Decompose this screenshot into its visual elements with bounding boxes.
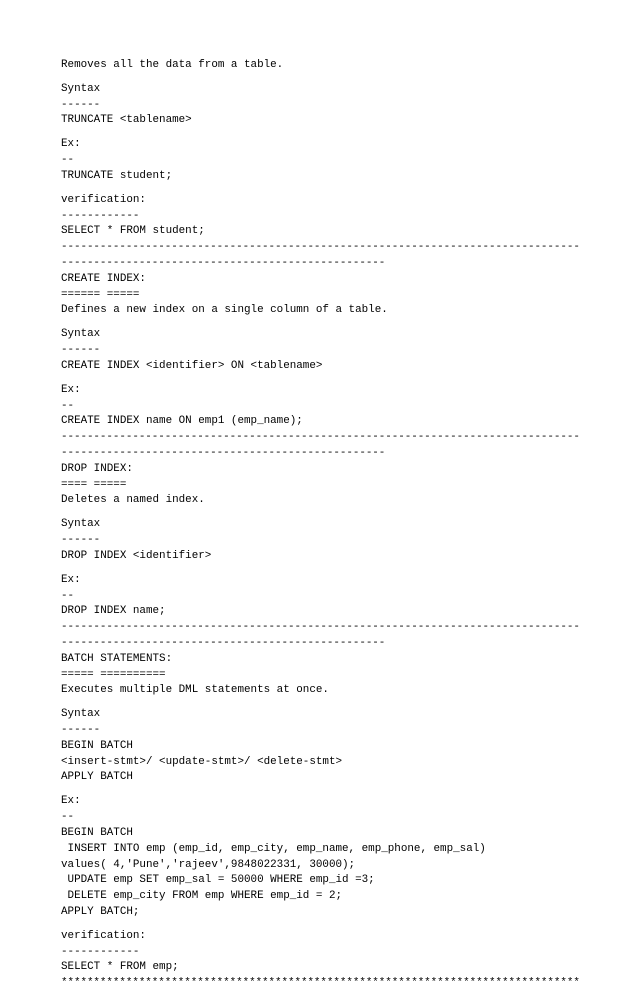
blank-line	[61, 786, 581, 794]
text-line: TRUNCATE student;	[61, 169, 173, 182]
underline-marker: --	[61, 811, 75, 824]
underline-marker: ------	[61, 98, 101, 111]
section-heading: CREATE INDEX:	[61, 272, 146, 285]
blank-line	[61, 129, 581, 137]
separator-line: --------------------------------------------------------------------------------	[61, 241, 580, 254]
blank-line	[61, 185, 581, 193]
underline-marker: ==== =====	[61, 478, 127, 491]
text-line: UPDATE emp SET emp_sal = 50000 WHERE emp_id =3;	[61, 874, 375, 887]
text-line: <insert-stmt>/ <update-stmt>/ <delete-stmt>	[61, 755, 343, 768]
blank-line	[61, 921, 581, 929]
blank-line	[61, 319, 581, 327]
underline-marker: --	[61, 589, 75, 602]
separator-line: --------------------------------------------------	[61, 257, 386, 270]
text-line: INSERT INTO emp (emp_id, emp_city, emp_name, emp_phone, emp_sal)	[61, 842, 486, 855]
underline-marker: ------	[61, 344, 101, 357]
text-line: CREATE INDEX name ON emp1 (emp_name);	[61, 415, 303, 428]
separator-line: ********************************************************************************	[61, 977, 580, 990]
separator-line: --------------------------------------------------------------------------------	[61, 431, 580, 444]
blank-line	[61, 509, 581, 517]
text-line: TRUNCATE <tablename>	[61, 114, 192, 127]
text-line: SELECT * FROM student;	[61, 225, 205, 238]
underline-marker: ------------	[61, 945, 140, 958]
text-line: BEGIN BATCH	[61, 739, 133, 752]
text-line: Ex:	[61, 383, 81, 396]
text-line: DROP INDEX name;	[61, 605, 166, 618]
document-body	[61, 58, 581, 992]
underline-marker: ------------	[61, 209, 140, 222]
text-line: verification:	[61, 193, 146, 206]
blank-line	[61, 699, 581, 707]
underline-marker: ====== =====	[61, 288, 140, 301]
text-line: verification:	[61, 929, 146, 942]
text-line: CREATE INDEX <identifier> ON <tablename>	[61, 359, 323, 372]
separator-line: --------------------------------------------------	[61, 636, 386, 649]
blank-line	[61, 74, 581, 82]
text-line: APPLY BATCH;	[61, 905, 140, 918]
section-heading: BATCH STATEMENTS:	[61, 652, 173, 665]
text-line: Syntax	[61, 82, 101, 95]
underline-marker: ------	[61, 534, 101, 547]
text-line: Defines a new index on a single column of a table.	[61, 304, 388, 317]
text-line: Removes all the data from a table.	[61, 59, 284, 71]
text-line: SELECT * FROM emp;	[61, 961, 179, 974]
underline-marker: ===== ==========	[61, 668, 166, 681]
separator-line: --------------------------------------------------------------------------------	[61, 621, 580, 634]
text-line: BEGIN BATCH	[61, 826, 133, 839]
text-line: values( 4,'Pune','rajeev',9848022331, 30000);	[61, 858, 356, 871]
text-line: Ex:	[61, 573, 81, 586]
underline-marker: ------	[61, 724, 101, 737]
underline-marker: --	[61, 399, 75, 412]
text-line: APPLY BATCH	[61, 771, 133, 784]
text-line: Syntax	[61, 328, 101, 341]
text-line: DELETE emp_city FROM emp WHERE emp_id = 2;	[61, 890, 343, 903]
section-heading: DROP INDEX:	[61, 462, 133, 475]
text-line: Syntax	[61, 708, 101, 721]
text-line: DROP INDEX <identifier>	[61, 549, 212, 562]
blank-line	[61, 375, 581, 383]
text-line: Deletes a named index.	[61, 494, 205, 507]
text-line: Syntax	[61, 518, 101, 531]
text-line: Ex:	[61, 138, 81, 151]
underline-marker: --	[61, 154, 75, 167]
blank-line	[61, 565, 581, 573]
text-line: Ex:	[61, 795, 81, 808]
separator-line: --------------------------------------------------	[61, 447, 386, 459]
text-line: Executes multiple DML statements at once.	[61, 684, 329, 697]
